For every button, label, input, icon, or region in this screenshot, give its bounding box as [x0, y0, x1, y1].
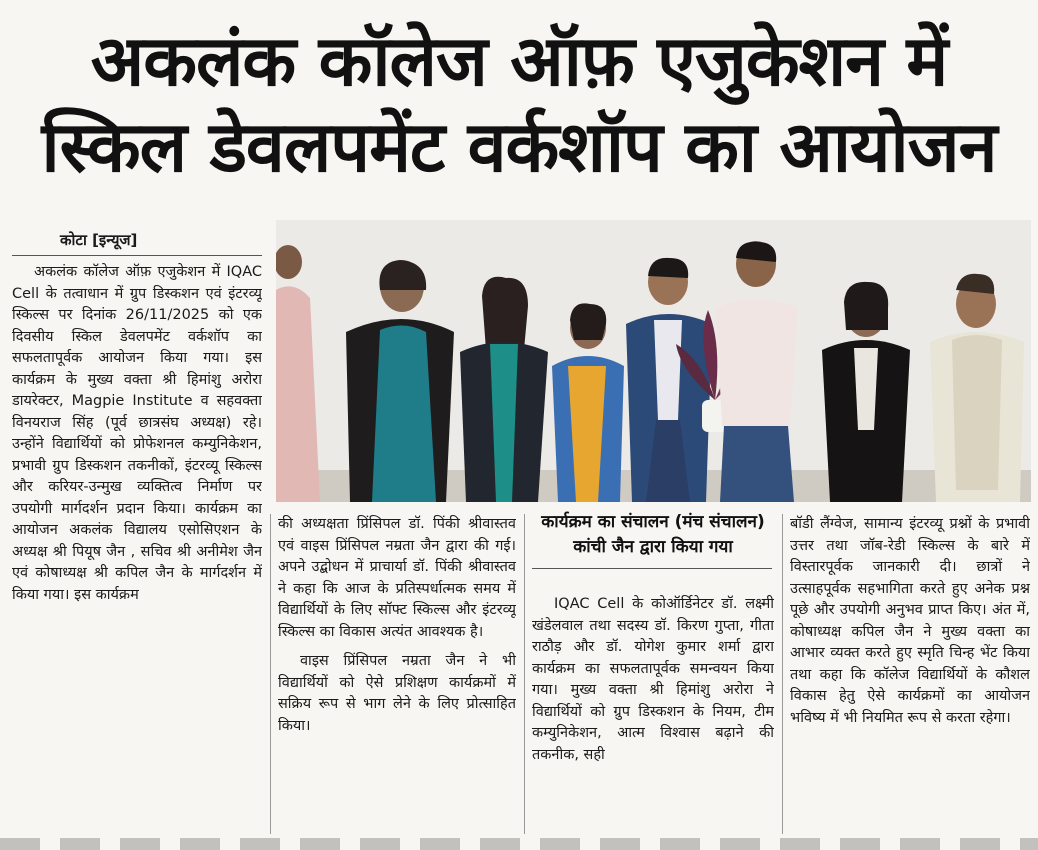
dateline-rule: [12, 255, 262, 256]
event-photo-illustration: [276, 220, 1031, 502]
column-divider: [270, 514, 271, 834]
headline: [0, 18, 1038, 190]
article-column-2: [278, 514, 516, 834]
article-paragraph: IQAC Cell के कोऑर्डिनेटर डॉ. लक्ष्मी खंडेलवाल तथा सदस्य डॉ. किरण गुप्ता, गीता राठौड़ और डॉ. योगेश कुमार शर्मा द्वारा कार्यक्रम का सफलतापूर्वक समन्वयन किया गया। मुख्य वक्ता श्री हिमांशु अरोरा ने विद्यार्थियों को ग्रुप डिस्कशन के नियम, टीम कम्युनिकेशन, आत्म विश्वास बढ़ाने की तकनीक, सही: [532, 596, 774, 763]
subheading-rule: [532, 568, 772, 569]
column-divider: [782, 514, 783, 834]
article-column-1: [12, 262, 262, 827]
next-story-edge: [0, 838, 1038, 850]
event-photo: [276, 220, 1031, 502]
article-paragraph: बॉडी लैंग्वेज, सामान्य इंटरव्यू प्रश्नों के प्रभावी उत्तर तथा जॉब-रेडी स्किल्स के बारे में विस्तारपूर्वक जानकारी दी। छात्रों ने उत्साहपूर्वक सहभागिता करते हुए अनेक प्रश्न पूछे और उपयोगी अनुभव प्राप्त किए। अंत में, कोषाध्यक्ष कपिल जैन ने मुख्य वक्ता का आभार व्यक्त करते हुए स्मृति चिन्ह भेंट किया तथा कहा कि कॉलेज विद्यार्थियों के कौशल विकास हेतु ऐसे कार्यक्रमों का आयोजन भविष्य में भी नियमित रूप से करता रहेगा।: [790, 516, 1030, 726]
column-divider: [524, 514, 525, 834]
dateline: कोटा [इन्यूज]: [60, 231, 138, 249]
subheading-line-2: कांची जैन द्वारा किया गया: [573, 537, 733, 557]
headline-line-2: स्किल डेवलपमेंट वर्कशॉप का आयोजन: [41, 106, 997, 188]
subheading-line-1: कार्यक्रम का संचालन (मंच संचालन): [541, 512, 765, 532]
article-paragraph: वाइस प्रिंसिपल नम्रता जैन ने भी विद्यार्थियों को ऐसे प्रशिक्षण कार्यक्रमों में सक्रिय रूप से भाग लेने के लिए प्रोत्साहित किया।: [278, 653, 516, 734]
article-paragraph: की अध्यक्षता प्रिंसिपल डॉ. पिंकी श्रीवास्तव एवं वाइस प्रिंसिपल नम्रता जैन द्वारा की गई। अपने उद्बोधन में प्राचार्या डॉ. पिंकी श्रीवास्तव ने कहा कि आज के प्रतिस्पर्धात्मक समय में विद्यार्थियों के लिए सॉफ्ट स्किल्स और इंटरव्यू स्किल्स का विकास अत्यंत आवश्यक है।: [278, 516, 516, 640]
article-column-4: [790, 514, 1030, 834]
article-column-3: [532, 594, 774, 834]
article-paragraph: अकलंक कॉलेज ऑफ़ एजुकेशन में IQAC Cell के तत्वाधान में ग्रुप डिस्कशन एवं इंटरव्यू स्किल्स पर दिनांक 26/11/2025 को एक दिवसीय स्किल डेवलपमेंट वर्कशॉप का सफलतापूर्वक आयोजन किया गया। इस कार्यक्रम के मुख्य वक्ता श्री हिमांशु अरोरा डायरेक्टर, Magpie Institute व सहवक्ता विनयराज सिंह (पूर्व छात्रसंघ अध्यक्ष) रहे। उन्होंने विद्यार्थियों को प्रोफेशनल कम्युनिकेशन, प्रभावी ग्रुप डिस्कशन तकनीकों, इंटरव्यू स्किल्स और करियर-उन्मुख व्यक्तित्व निर्माण पर उपयोगी मार्गदर्शन प्रदान किया। कार्यक्रम का आयोजन अकलंक विद्यालय एसोसिएशन के अध्यक्ष श्री पियूष जैन , सचिव श्री अनीमेश जैन एवं कोषाध्यक्ष श्री कपिल जैन के मार्गदर्शन में किया गया। इस कार्यक्रम: [12, 264, 262, 603]
headline-line-1: अकलंक कॉलेज ऑफ़ एजुकेशन में: [90, 20, 948, 102]
section-subheading: [528, 510, 778, 560]
